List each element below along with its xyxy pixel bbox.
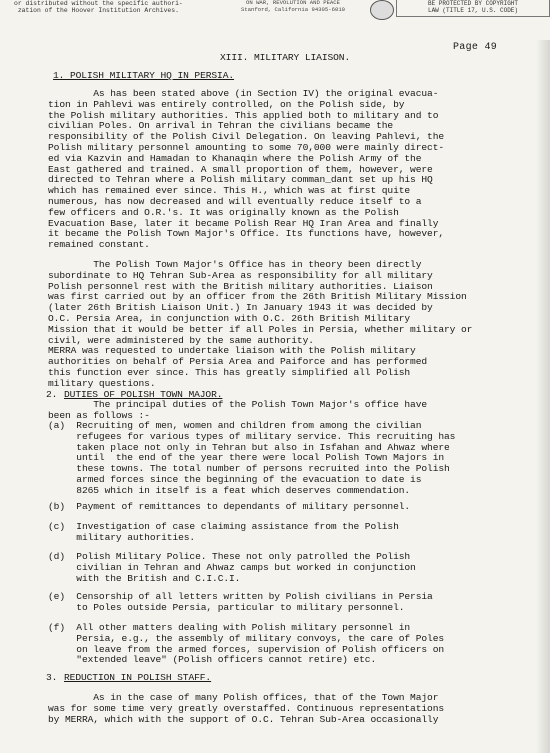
heading-2-number: 2.	[46, 389, 58, 400]
page-edge-shadow	[536, 40, 550, 753]
archive-notice-left: or distributed without the specific authori- zation of the Hoover Institution Archives.	[14, 0, 183, 14]
archive-seal-icon	[370, 0, 394, 20]
archive-notice-middle: ON WAR, REVOLUTION AND PEACE Stanford, California 94305-6010	[240, 0, 346, 13]
heading-duties-town-major: DUTIES OF POLISH TOWN MAJOR.	[64, 389, 223, 400]
page-number: Page 49	[453, 42, 498, 53]
paragraph-1: As has been stated above (in Section IV) the original evacua- tion in Pahlevi was entirely controlled, on the Polish side, by the Polish military authorities. This applied both to military and to civilian Poles. On arrival in Tehran the civilians became the responsibility of the Polish Civil Delegation. On leaving Pahlevi, the Polish military personnel amounting to some 70,000 were mainly direct- ed via Kazvin and Hamadan to Khanaqin where the Polish Army of the East gathered and trained. A small proportion of them, however, were directed to Tehran where a Polish military comman_dant set up his HQ which has remained ever since. This H., which was at first quite numerous, has now decreased and will eventually reduce itself to a few officers and O.R.'s. It was originally known as the Polish Evacuation Base, later it became Polish Rear HQ Iran Area and finally it became the Polish Town Major's Office. Its functions have, however, remained constant.	[48, 88, 445, 251]
paragraph-3: The principal duties of the Polish Town Major's office have been as follows :-	[48, 399, 428, 421]
duty-item-b: (b) Payment of remittances to dependants of military personnel.	[48, 501, 411, 512]
heading-polish-military-hq: 1. POLISH MILITARY HQ IN PERSIA.	[53, 70, 235, 81]
copyright-notice: BE PROTECTED BY COPYRIGHT LAW (TITLE 17, U.S. CODE)	[396, 0, 550, 17]
heading-3-number: 3.	[46, 672, 58, 683]
duty-item-e: (e) Censorship of all letters written by Polish civilians in Persia to Poles outside Persia, particular to military personnel.	[48, 591, 433, 613]
heading-reduction-polish-staff: REDUCTION IN POLISH STAFF.	[64, 672, 212, 683]
duty-item-d: (d) Polish Military Police. These not only patrolled the Polish civilian in Tehran and Ahwaz camps but worked in conjunction with the British and C.I.C.I.	[48, 551, 416, 584]
section-title: XIII. MILITARY LIAISON.	[220, 52, 351, 63]
duty-item-c: (c) Investigation of case claiming assistance from the Polish military authorities.	[48, 521, 399, 543]
paragraph-4: As in the case of many Polish offices, that of the Town Major was for some time very greatly overstaffed. Continuous representations by MERRA, which with the support of O.C. Tehran Sub-Area occasionally	[48, 692, 445, 725]
paragraph-2: The Polish Town Major's Office has in theory been directly subordinate to HQ Tehran Sub-Area as responsibility for all military Polish personnel rest with the British military authorities. Liaison was first carried out by an officer from the 26th British Military Mission (later 26th British Liaison Unit.) In January 1943 it was decided by O.C. Persia Area, in conjunction with O.C. 26th British Military Mission that it would be better if all Poles in Persia, whether military or civil, were administered by the same authority. MERRA was requested to undertake liaison with the Polish military authorities on behalf of Persia Area and Paiforce and has performed this function ever since. This has greatly simplified all Polish military questions.	[48, 259, 473, 389]
archive-header	[0, 0, 550, 22]
duty-item-f: (f) All other matters dealing with Polish military personnel in Persia, e.g., the assembly of military convoys, the care of Poles on leave from the armed forces, supervision of Polish officers on "extended leave" (Polish officers cannot retire) etc.	[48, 622, 445, 666]
duty-item-a: (a) Recruiting of men, women and children from among the civilian refugees for various types of military service. This recruiting has taken place not only in Tehran but also in Isfahan and Ahwaz where until the end of the year there were local Polish Town Majors in these towns. The total number of persons recruited into the Polish armed forces since the beginning of the evacuation to date is 8265 which in itself is a feat which deserves commendation.	[48, 420, 456, 496]
